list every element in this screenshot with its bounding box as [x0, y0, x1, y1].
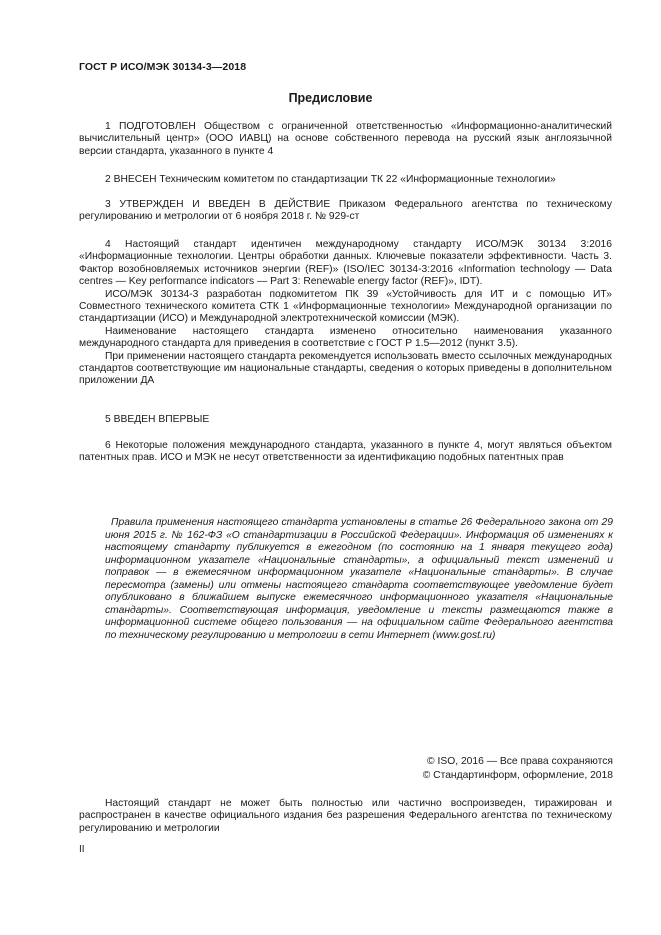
foreword-item-1: [79, 121, 612, 158]
paragraph-name-changed: Наименование настоящего стандарта изменено относительно наименования указанного международного стандарта для приведения в соответствие с ГОСТ Р 1.5—2012 (пункт 3.5).: [79, 325, 612, 350]
application-rules-notice: [105, 517, 613, 642]
paragraph-introduced-first: 5 ВВЕДЕН ВПЕРВЫЕ: [105, 414, 210, 425]
foreword-item-3: [79, 199, 612, 224]
foreword-item-4: [79, 239, 612, 388]
paragraph-identical-standard: 4 Настоящий стандарт идентичен международному стандарту ИСО/МЭК 30134 3:2016 «Информационные технологии. Центры обработки данных. Ключевые показатели эффективности. Часть 3. Фактор возобновляемых источников энергии (REF)» (ISO/IEC 30134-3:2016 «Information technology — Data centres — Key performance indicators — Part 3: Renewable energy factor (REF)», IDT).: [79, 239, 612, 288]
notice-text: Правила применения настоящего стандарта установлены в статье 26 Федерального закона от 29 июня 2015 г. № 162-ФЗ «О стандартизации в Российской Федерации». Информация об изменениях к настоящему стандарту публикуется в ежегодном (по состоянию на 1 января текущего года) информационном указателе «Национальные стандарты», а официальный текст изменений и поправок — в ежемесячном информационном указателе «Национальные стандарты». В случае пересмотра (замены) или отмены настоящего стандарта соответствующее уведомление будет опубликовано в ближайшем выпуске ежемесячного информационного указателя «Национальные стандарты». Соответствующая информация, уведомление и тексты размещаются также в информационной системе общего пользования — на официальном сайте Федерального агентства по техническому регулированию и метрологии в сети Интернет (www.gost.ru): [105, 517, 613, 641]
reproduction-notice: [79, 798, 612, 835]
page-number: II: [79, 844, 85, 855]
foreword-item-2: [79, 174, 612, 186]
copyright-iso: © ISO, 2016 — Все права сохраняются: [427, 756, 613, 767]
foreword-item-5: [79, 414, 612, 426]
copyright-block: [423, 755, 613, 782]
paragraph-submitted-by: 2 ВНЕСЕН Техническим комитетом по стандартизации ТК 22 «Информационные технологии»: [105, 174, 556, 185]
reproduction-text: Настоящий стандарт не может быть полностью или частично воспроизведен, тиражирован и распространен в качестве официального издания без разрешения Федерального агентства по техническому регулированию и метрологии: [79, 798, 612, 834]
foreword-item-6: [79, 440, 612, 465]
copyright-standartinform: © Стандартинформ, оформление, 2018: [422, 769, 613, 781]
paragraph-patent-rights: 6 Некоторые положения международного стандарта, указанного в пункте 4, могут являться объектом патентных прав. ИСО и МЭК не несут ответственности за идентификацию подобных патентных прав: [79, 440, 612, 464]
paragraph-references: При применении настоящего стандарта рекомендуется использовать вместо ссылочных международных стандартов соответствующие им национальные стандарты, сведения о которых приведены в дополнительном приложении ДА: [79, 350, 612, 387]
paragraph-developed-by: ИСО/МЭК 30134-3 разработан подкомитетом ПК 39 «Устойчивость для ИТ и с помощью ИТ» Совместного технического комитета СТК 1 «Информационные технологии» Международной организации по стандартизации (ИСО) и Международной электротехнической комиссии (МЭК).: [79, 288, 612, 325]
paragraph-prepared-by: 1 ПОДГОТОВЛЕН Обществом с ограниченной ответственностью «Информационно-аналитический вычислительный центр» (ООО ИАВЦ) на основе собственного перевода на русский язык англоязычной версии стандарта, указанного в пункте 4: [79, 121, 612, 157]
page-title: Предисловие: [288, 91, 373, 105]
document-code-header: ГОСТ Р ИСО/МЭК 30134-3—2018: [79, 61, 247, 73]
paragraph-approved: 3 УТВЕРЖДЕН И ВВЕДЕН В ДЕЙСТВИЕ Приказом Федерального агентства по техническому регулированию и метрологии от 6 ноября 2018 г. № 929-ст: [79, 199, 612, 223]
